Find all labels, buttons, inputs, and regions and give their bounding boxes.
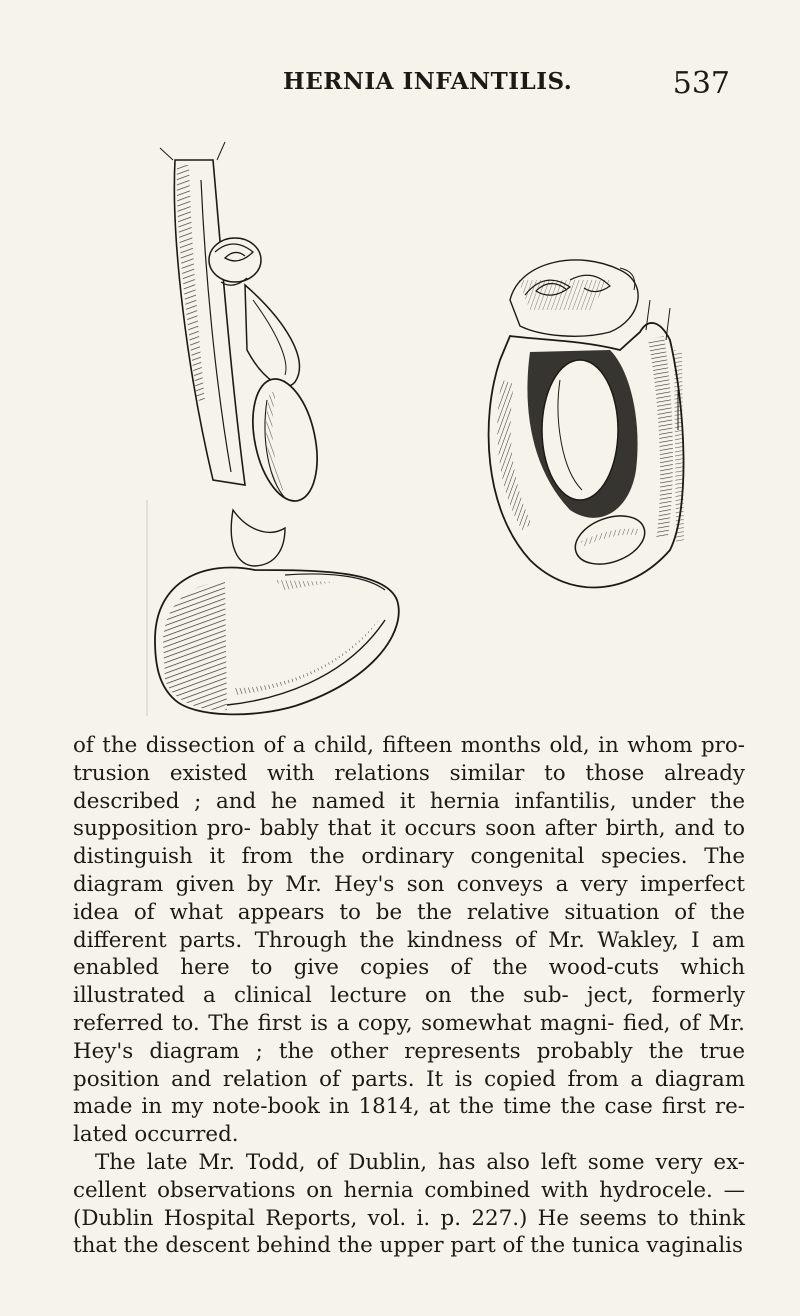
figure-true-position xyxy=(470,240,695,610)
figure-heys-diagram xyxy=(135,120,430,720)
page-number: 537 xyxy=(672,66,730,101)
anatomical-engraving-left-icon xyxy=(135,120,430,720)
running-head xyxy=(0,68,800,108)
anatomical-engraving-right-icon xyxy=(470,240,695,610)
paragraph-2: The late Mr. Todd, of Dublin, has also left some very ex- cellent observations on hernia combined with hydrocele. — (Dublin Hospital Reports, vol. i. p. 227.) He seems to think that the descent behind the upper part of the tunica vaginalis xyxy=(73,1149,745,1259)
running-title: HERNIA INFANTILIS. xyxy=(283,68,573,95)
body-text xyxy=(73,732,745,1260)
paragraph-1: of the dissection of a child, fifteen months old, in whom pro- trusion existed with relations similar to those already described ; and he named it hernia infantilis, under the supposition pro- bably that it occurs soon after birth, and to distinguish it from the ordinary congenital species. The diagram given by Mr. Hey's son conveys a very imperfect idea of what appears to be the relative situation of the different parts. Through the kindness of Mr. Wakley, I am enabled here to give copies of the wood-cuts which illustrated a clinical lecture on the sub- ject, formerly referred to. The first is a copy, somewhat magni- fied, of Mr. Hey's diagram ; the other represents probably the true position and relation of parts. It is copied from a diagram made in my note-book in 1814, at the time the case first re- lated occurred. xyxy=(73,733,745,1148)
